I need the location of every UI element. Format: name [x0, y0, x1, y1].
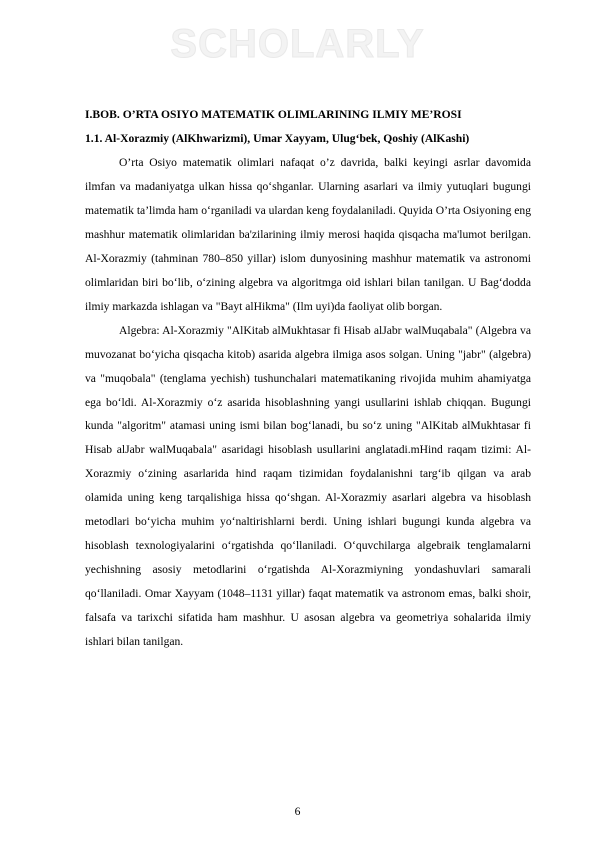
page-number: 6: [294, 805, 301, 818]
watermark-logo: SCHOLARLY: [170, 21, 425, 66]
chapter-title: I.BOB. O’RTA OSIYO MATEMATIK OLIMLARINING ILMIY ME’ROSI: [85, 108, 462, 121]
paragraph-2: Algebra: Al-Xorazmiy "AlKitab alMukhtasar fi Hisab alJabr walMuqabala" (Algebra va muvozanat bo‘yicha qisqacha kitob) asarida algebra ilmiga asos solgan. Uning "jabr" (algebra) va "muqobala" (tenglama yechish) tushunchalari matematikaning rivojida muhim ahamiyatga ega bo‘ldi. Al-Xorazmiy o‘z asarida hisoblashning yangi usullarini ishlab chiqqan. Bugungi kunda "algoritm" atamasi uning ismi bilan bog‘lanadi, bu so‘z uning "AlKitab alMukhtasar fi Hisab alJabr walMuqabala" asaridagi hisoblash usullarini anglatadi.mHind raqam tizimi: Al-Xorazmiy o‘zining asarlarida hind raqam tizimidan foydalanishni targ‘ib qilgan va arab olamida uning keng tarqalishiga hissa qo‘shgan. Al-Xorazmiy asarlari algebra va hisoblash metodlari bo‘yicha muhim yo‘naltirishlarni berdi. Uning ishlari bugungi kunda algebra va hisoblash texnologiyalarini o‘rgatishda qo‘llaniladi. O‘quvchilarga algebraik tenglamalarni yechishning asosiy metodlarini o‘rgatishda Al-Xorazmiyning yondashuvlari samarali qo‘llaniladi. Omar Xayyam (1048–1131 yillar) faqat matematik va astronom emas, balki shoir, falsafa va tarixchi sifatida ham mashhur. U asosan algebra va geometriya sohalarida ilmiy ishlari bilan tanilgan.: [85, 323, 531, 649]
section-title: 1.1. Al-Xorazmiy (AlKhwarizmi), Umar Xayyam, Ulug‘bek, Qoshiy (AlKashi): [85, 132, 470, 145]
page-content: [85, 103, 531, 654]
paragraph-1: O’rta Osiyo matematik olimlari nafaqat o’z davrida, balki keyingi asrlar davomida ilmfan va madaniyatga ulkan hissa qo‘shganlar. Ularning asarlari va ilmiy yutuqlari bugungi matematik ta’limda ham o‘rganiladi va ulardan keng foydalaniladi. Quyida O’rta Osiyoning eng mashhur matematik olimlaridan ba'zilarining ilmiy merosi haqida qisqacha ma'lumot berilgan. Al-Xorazmiy (tahminan 780–850 yillar) islom dunyosining mashhur matematik va astronomi olimlaridan biri bo‘lib, o‘zining algebra va algoritmga oid ishlari bilan tanilgan. U Bag‘dodda ilmiy markazda ishlagan va "Bayt alHikma" (Ilm uyi)da faoliyat olib borgan.: [85, 156, 532, 313]
